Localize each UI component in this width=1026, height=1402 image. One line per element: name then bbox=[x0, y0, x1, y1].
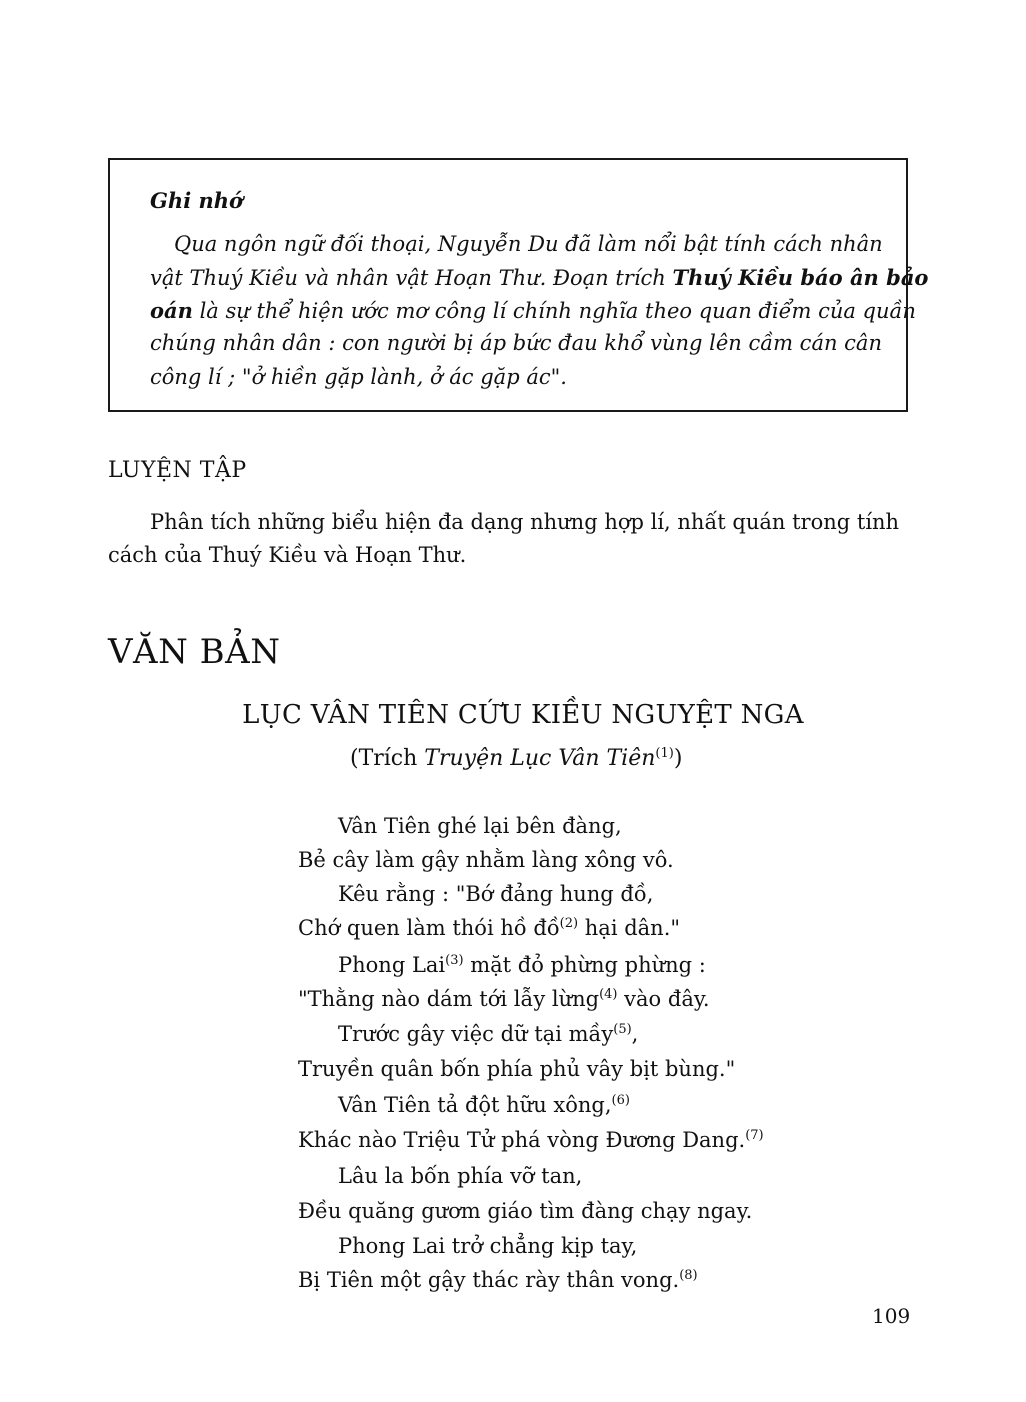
text-section-heading: VĂN BẢN bbox=[108, 632, 281, 672]
poem-title: LỤC VÂN TIÊN CỨU KIỀU NGUYỆT NGA bbox=[242, 700, 804, 730]
verse: Trước gây việc dữ tại mầy$^{(5)}$, bbox=[338, 1022, 639, 1046]
footnote-marker: (8) bbox=[679, 1268, 698, 1283]
verse: Đều quăng gươm giáo tìm đàng chạy ngay. bbox=[298, 1199, 753, 1223]
memo-line-2: vật Thuý Kiều và nhân vật Hoạn Thư. Đoạn trích Thuý Kiều báo ân bảo bbox=[150, 265, 929, 290]
footnote-marker: (7) bbox=[745, 1128, 764, 1143]
footnote-marker: (6) bbox=[611, 1093, 630, 1108]
verse: "Thằng nào dám tới lẫy lừng$^{(4)}$ vào đây. bbox=[298, 987, 710, 1011]
memo-line-4: chúng nhân dân : con người bị áp bức đau khổ vùng lên cầm cán cân bbox=[150, 331, 882, 355]
memo-line-3: oán là sự thể hiện ước mơ công lí chính nghĩa theo quan điểm của quần bbox=[150, 298, 916, 323]
verse: Vân Tiên tả đột hữu xông,$^{(6)}$ bbox=[338, 1093, 630, 1117]
verse: Kêu rằng : "Bớ đảng hung đồ, bbox=[338, 882, 654, 906]
memo-line-1: Qua ngôn ngữ đối thoại, Nguyễn Du đã làm nổi bật tính cách nhân bbox=[174, 232, 883, 256]
practice-heading: LUYỆN TẬP bbox=[108, 458, 247, 483]
poem-subtitle: (Trích Truyện Lục Vân Tiên$^{(1)}$) bbox=[350, 746, 683, 771]
verse: Bị Tiên một gậy thác rày thân vong.$^{(8)}$ bbox=[298, 1268, 698, 1292]
footnote-marker: (4) bbox=[599, 987, 618, 1002]
practice-text: Phân tích những biểu hiện đa dạng nhưng hợp lí, nhất quán trong tính cách của Thuý Kiều và Hoạn Thư. bbox=[108, 510, 900, 567]
verse: Phong Lai$^{(3)}$ mặt đỏ phừng phừng : bbox=[338, 953, 706, 977]
verse: Vân Tiên ghé lại bên đàng, bbox=[338, 814, 622, 838]
footnote-marker: (5) bbox=[613, 1022, 632, 1037]
memo-title: Ghi nhớ bbox=[150, 188, 244, 213]
footnote-marker: (3) bbox=[445, 953, 464, 968]
verse: Truyền quân bốn phía phủ vây bịt bùng." bbox=[298, 1057, 736, 1081]
verse: Khác nào Triệu Tử phá vòng Đương Dang.$^{(7)}$ bbox=[298, 1128, 764, 1152]
verse: Lâu la bốn phía vỡ tan, bbox=[338, 1164, 583, 1188]
footnote-marker: (2) bbox=[559, 916, 579, 931]
memo-line-5: công lí ; "ở hiền gặp lành, ở ác gặp ác". bbox=[150, 365, 567, 389]
verse: Chớ quen làm thói hồ đồ$^{(2)}$ hại dân." bbox=[298, 916, 681, 940]
page-number: 109 bbox=[872, 1304, 911, 1328]
verse: Bẻ cây làm gậy nhằm làng xông vô. bbox=[298, 848, 674, 872]
verse: Phong Lai trở chẳng kịp tay, bbox=[338, 1234, 638, 1258]
